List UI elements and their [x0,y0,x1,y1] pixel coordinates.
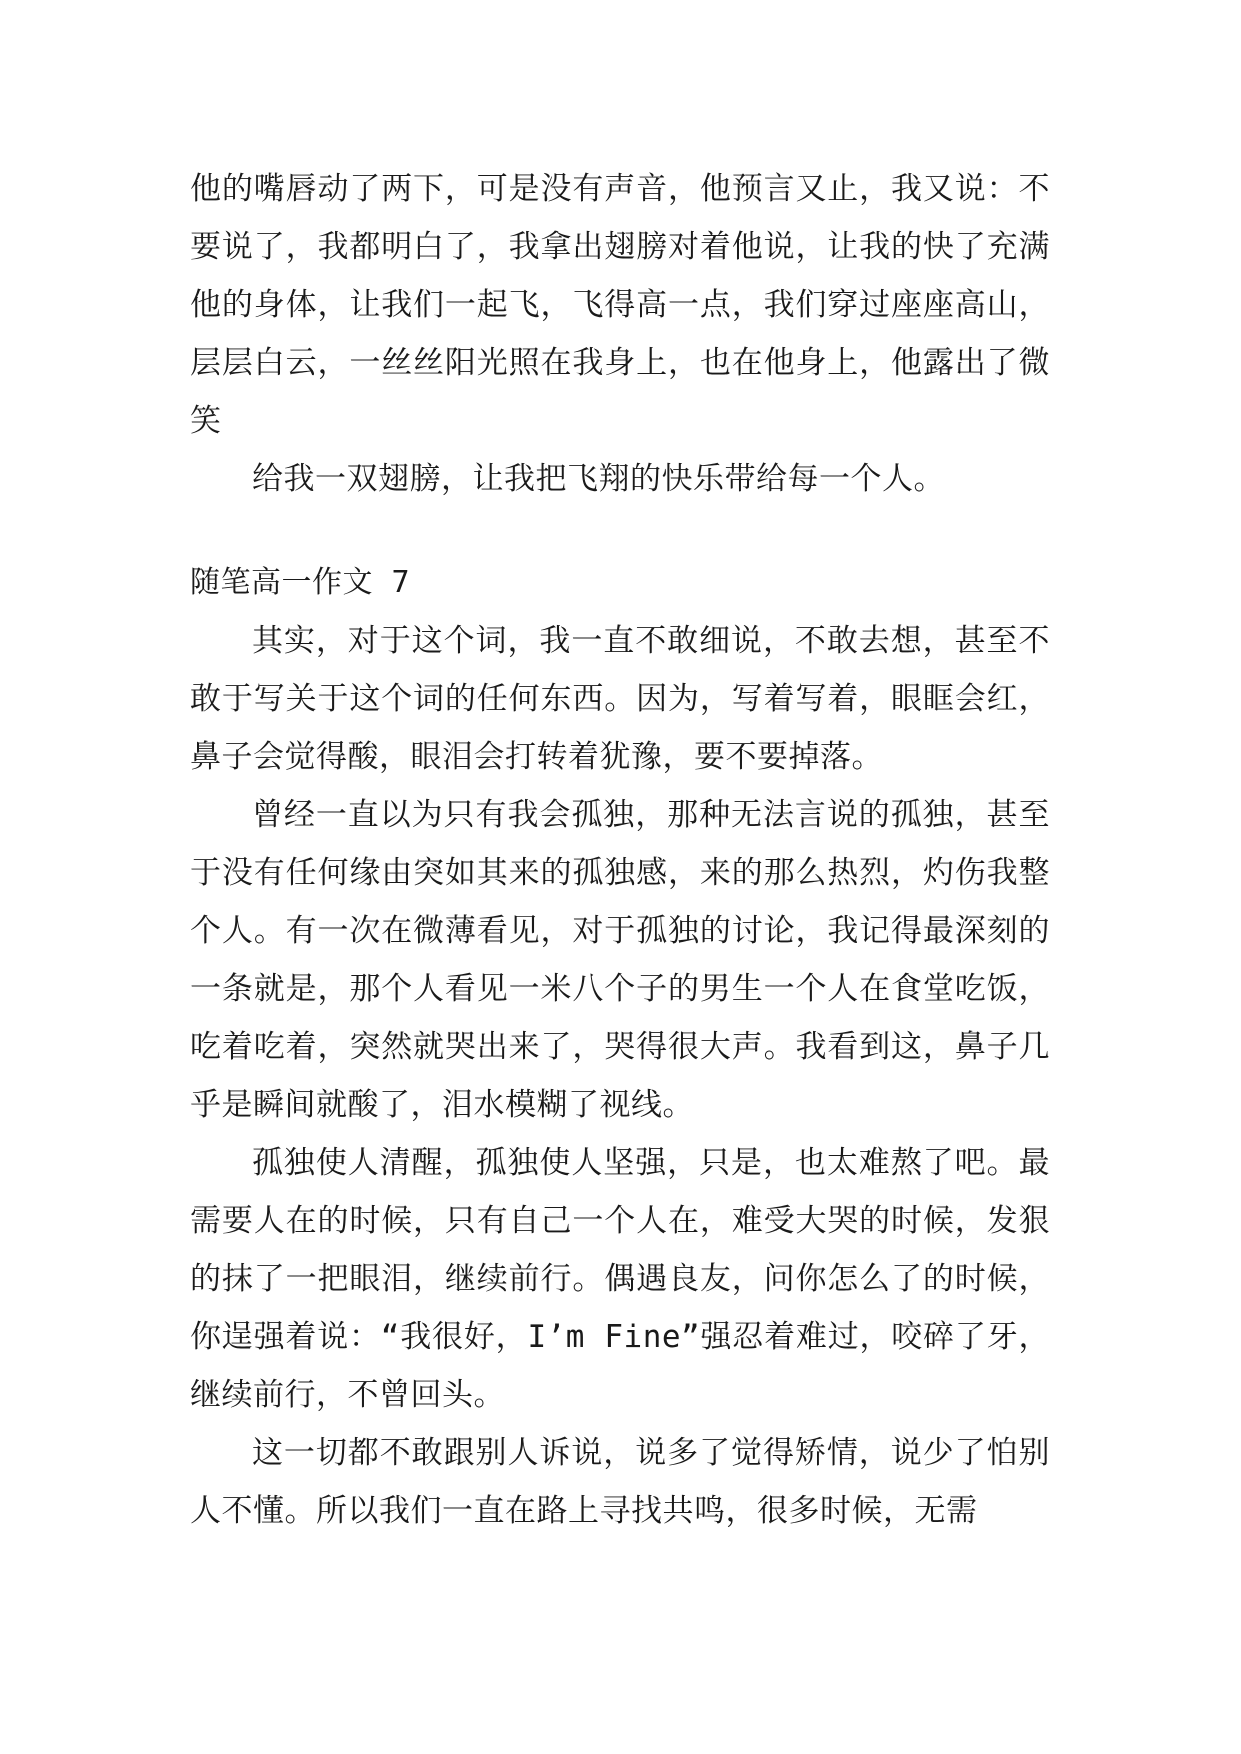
body-paragraph: 给我一双翅膀，让我把飞翔的快乐带给每一个人。 [252,461,945,497]
body-paragraph: 曾经一直以为只有我会孤独，那种无法言说的孤独，甚至于没有任何缘由突如其来的孤独感，来的那么热烈，灼伤我整个人。有一次在微薄看见，对于孤独的讨论，我记得最深刻的一条就是，那个人看见一米八个子的男生一个人在食堂吃饭，吃着吃着，突然就哭出来了，哭得很大声。我看到这，鼻子几乎是瞬间就酸了，泪水模糊了视线。 [190,797,1050,1123]
body-paragraph: 其实，对于这个词，我一直不敢细说，不敢去想，甚至不敢于写关于这个词的任何东西。因为，写着写着，眼眶会红，鼻子会觉得酸，眼泪会打转着犹豫，要不要掉落。 [190,623,1050,775]
document-body [190,160,1050,1540]
body-paragraph: 他的嘴唇动了两下，可是没有声音，他预言又止，我又说：不要说了，我都明白了，我拿出翅膀对着他说，让我的快了充满他的身体，让我们一起飞，飞得高一点，我们穿过座座高山，层层白云，一丝丝阳光照在我身上，也在他身上，他露出了微笑 [190,171,1050,439]
section-title: 随笔高一作文 7 [190,565,411,600]
body-paragraph: 这一切都不敢跟别人诉说，说多了觉得矫情，说少了怕别人不懂。所以我们一直在路上寻找共鸣，很多时候，无需 [190,1435,1050,1529]
body-paragraph: 孤独使人清醒，孤独使人坚强，只是，也太难熬了吧。最需要人在的时候，只有自己一个人在，难受大哭的时候，发狠的抹了一把眼泪，继续前行。偶遇良友，问你怎么了的时候，你逞强着说：“我很好，I’m Fine”强忍着难过，咬碎了牙，继续前行，不曾回头。 [190,1145,1050,1413]
